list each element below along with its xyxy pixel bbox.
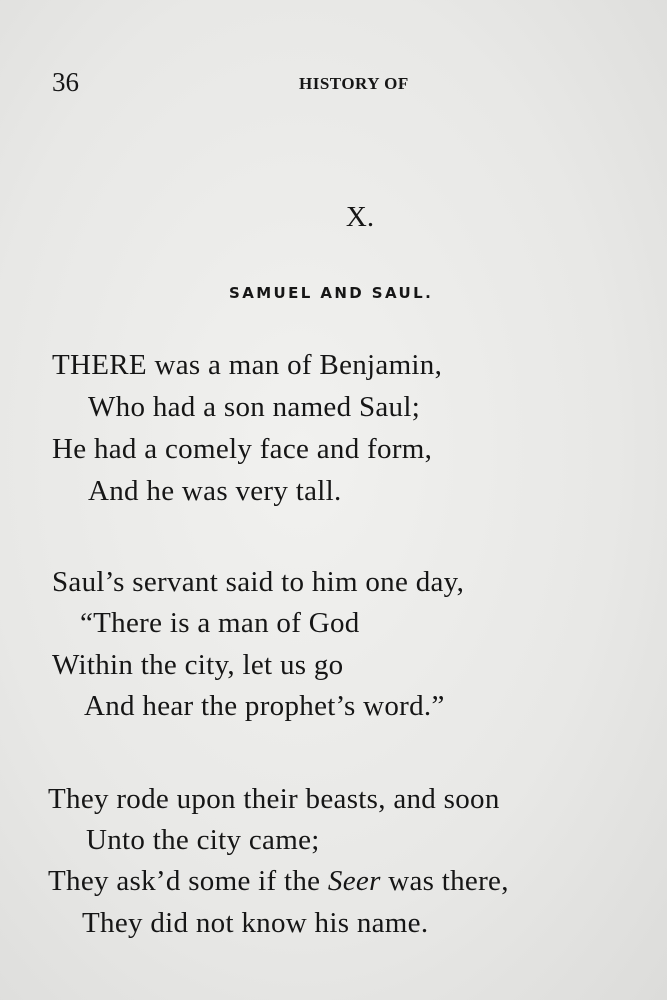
verse-line: Who had a son named Saul; [88,391,421,423]
running-head: HISTORY OF [299,74,409,93]
chapter-numeral: X. [345,201,375,233]
verse-line: Unto the city came; [86,824,320,856]
verse-text: was there, [380,865,509,897]
verse-line: And hear the prophet’s word.” [84,690,445,722]
verse-line [48,864,509,898]
chapter-title: SAMUEL AND SAUL. [229,284,434,302]
verse-line: THERE was a man of Benjamin, [52,349,443,381]
verse-line: They did not know his name. [82,907,429,939]
verse-text: They ask’d some if the [48,865,328,897]
page-number: 36 [52,67,79,97]
verse-line: “There is a man of God [80,607,360,639]
verse-line: And he was very tall. [88,475,342,507]
verse-line: Saul’s servant said to him one day, [52,566,465,598]
seer-italic: Seer [327,865,381,897]
verse-line: He had a comely face and form, [52,433,433,465]
verse-line: Within the city, let us go [52,649,344,681]
verse-line: They rode upon their beasts, and soon [48,783,500,815]
